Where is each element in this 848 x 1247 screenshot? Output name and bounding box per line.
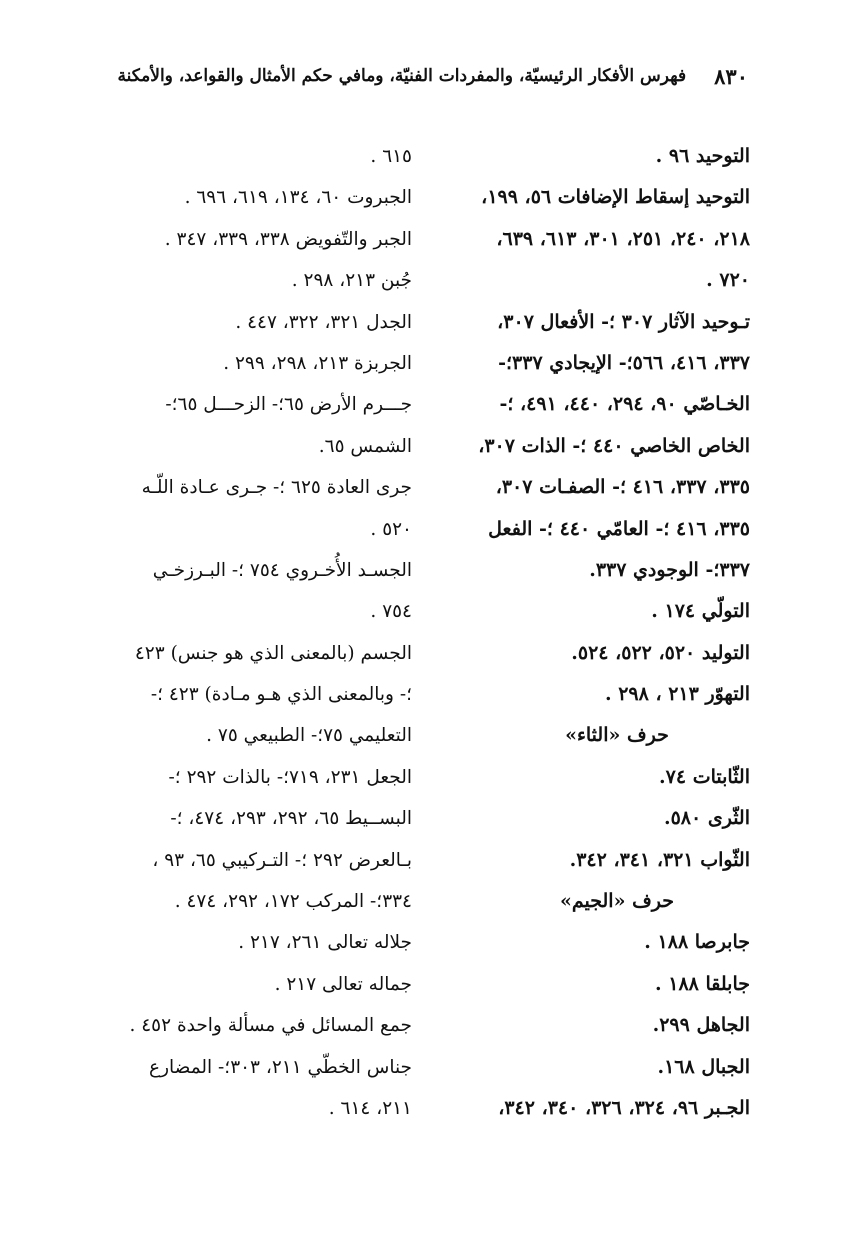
index-line: ٣٣٧، ٤١٦، ٥٦٦؛- الإيجادي ٣٣٧؛- xyxy=(498,351,750,374)
index-line: البســيط ٦٥، ٢٩٢، ٢٩٣، ٤٧٤، ؛- xyxy=(170,808,412,830)
index-line: ٢١١، ٦١٤ . xyxy=(328,1097,412,1119)
section-heading: حرف «الثاء» xyxy=(565,724,669,747)
page-header xyxy=(100,58,748,94)
index-line: الخـاصّي ٩٠، ٢٩٤، ٤٤٠، ٤٩١، ؛- xyxy=(499,393,750,416)
index-line: جابلقا ١٨٨ . xyxy=(655,972,750,995)
index-line: الجربزة ٢١٣، ٢٩٨، ٢٩٩ . xyxy=(223,352,412,374)
index-line: الجبر والتّفويض ٣٣٨، ٣٣٩، ٣٤٧ . xyxy=(164,228,412,250)
index-line: الشمس ٦٥. xyxy=(318,435,412,457)
index-line: جلاله تعالى ٢٦١، ٢١٧ . xyxy=(238,932,412,954)
index-line: ؛- وبالمعنى الذي هـو مـادة) ٤٢٣ ؛- xyxy=(150,684,412,706)
index-line: ٧٥٤ . xyxy=(370,601,412,623)
index-line: جـــرم الأرض ٦٥؛- الزحـــل ٦٥؛- xyxy=(165,394,412,416)
index-line: الجبروت ٦٠، ١٣٤، ٦١٩، ٦٩٦ . xyxy=(184,187,412,209)
index-line: التعليمي ٧٥؛- الطبيعي ٧٥ . xyxy=(206,725,412,747)
running-title: فهرس الأفكار الرئيسيّة، والمفردات الفنيّة، ومافي حكم الأمثال والقواعد، والأمكنة xyxy=(117,66,687,86)
index-line: بـالعرض ٢٩٢ ؛- التـركيبي ٦٥، ٩٣ ، xyxy=(152,849,412,871)
section-heading: حرف «الجيم» xyxy=(560,890,674,913)
index-line: الثّابتات ٧٤. xyxy=(659,765,750,788)
index-line: ٣٣٤؛- المركب ١٧٢، ٢٩٢، ٤٧٤ . xyxy=(174,891,412,913)
index-line: تـوحيد الآثار ٣٠٧ ؛- الأفعال ٣٠٧، xyxy=(497,310,750,333)
index-line: التوحيد ٩٦ . xyxy=(655,145,750,167)
index-line: جماله تعالى ٢١٧ . xyxy=(274,973,412,995)
index-line: الجعل ٢٣١، ٧١٩؛- بالذات ٢٩٢ ؛- xyxy=(168,766,412,788)
index-line: الجـبر ٩٦، ٣٢٤، ٣٢٦، ٣٤٠، ٣٤٢، xyxy=(498,1096,750,1119)
index-line: ٣٣٥، ٣٣٧، ٤١٦ ؛- الصفـات ٣٠٧، xyxy=(495,476,750,499)
index-line: جرى العادة ٦٢٥ ؛- جـرى عـادة اللّـه xyxy=(141,477,412,499)
index-line: ٥٢٠ . xyxy=(370,518,412,540)
index-line: جناس الخطّي ٢١١، ٣٠٣؛- المضارع xyxy=(149,1056,412,1078)
index-line: ٢١٨، ٢٤٠، ٢٥١، ٣٠١، ٦١٣، ٦٣٩، xyxy=(496,227,750,250)
index-line: جمع المسائل في مسألة واحدة ٤٥٢ . xyxy=(129,1015,412,1037)
index-line: الخاص الخاصي ٤٤٠ ؛- الذات ٣٠٧، xyxy=(478,434,750,457)
index-line: ٧٢٠ . xyxy=(706,269,750,292)
index-line: جُبن ٢١٣، ٢٩٨ . xyxy=(291,270,412,292)
index-column-left xyxy=(100,136,412,1129)
index-line: الجدل ٣٢١، ٣٢٢، ٤٤٧ . xyxy=(235,311,412,333)
index-line: الجسـد الأُخـروي ٧٥٤ ؛- البـرزخـي xyxy=(152,559,412,581)
index-line: ٣٣٧؛- الوجودي ٣٣٧. xyxy=(589,558,750,581)
index-line: ٦١٥ . xyxy=(370,146,412,167)
index-line: جابرصا ١٨٨ . xyxy=(644,931,750,954)
index-line: التولّي ١٧٤ . xyxy=(651,600,750,623)
index-line: الجبال ١٦٨. xyxy=(657,1055,750,1078)
index-line: التوليد ٥٢٠، ٥٢٢، ٥٢٤. xyxy=(571,641,750,664)
index-line: التهوّر ٢١٣ ، ٢٩٨ . xyxy=(604,683,750,706)
index-line: الثّرى ٥٨٠. xyxy=(663,807,750,830)
index-line: التوحيد إسقاط الإضافات ٥٦، ١٩٩، xyxy=(481,186,750,209)
page-number: ٨٣٠ xyxy=(714,63,748,89)
index-line: الجاهل ٢٩٩. xyxy=(652,1014,750,1037)
index-line: الثّواب ٣٢١، ٣٤١، ٣٤٢. xyxy=(569,848,750,871)
index-line: ٣٣٥، ٤١٦ ؛- العامّي ٤٤٠ ؛- الفعل xyxy=(488,517,750,540)
index-line: الجسم (بالمعنى الذي هو جنس) ٤٢٣ xyxy=(134,642,412,664)
index-column-right xyxy=(434,136,750,1129)
